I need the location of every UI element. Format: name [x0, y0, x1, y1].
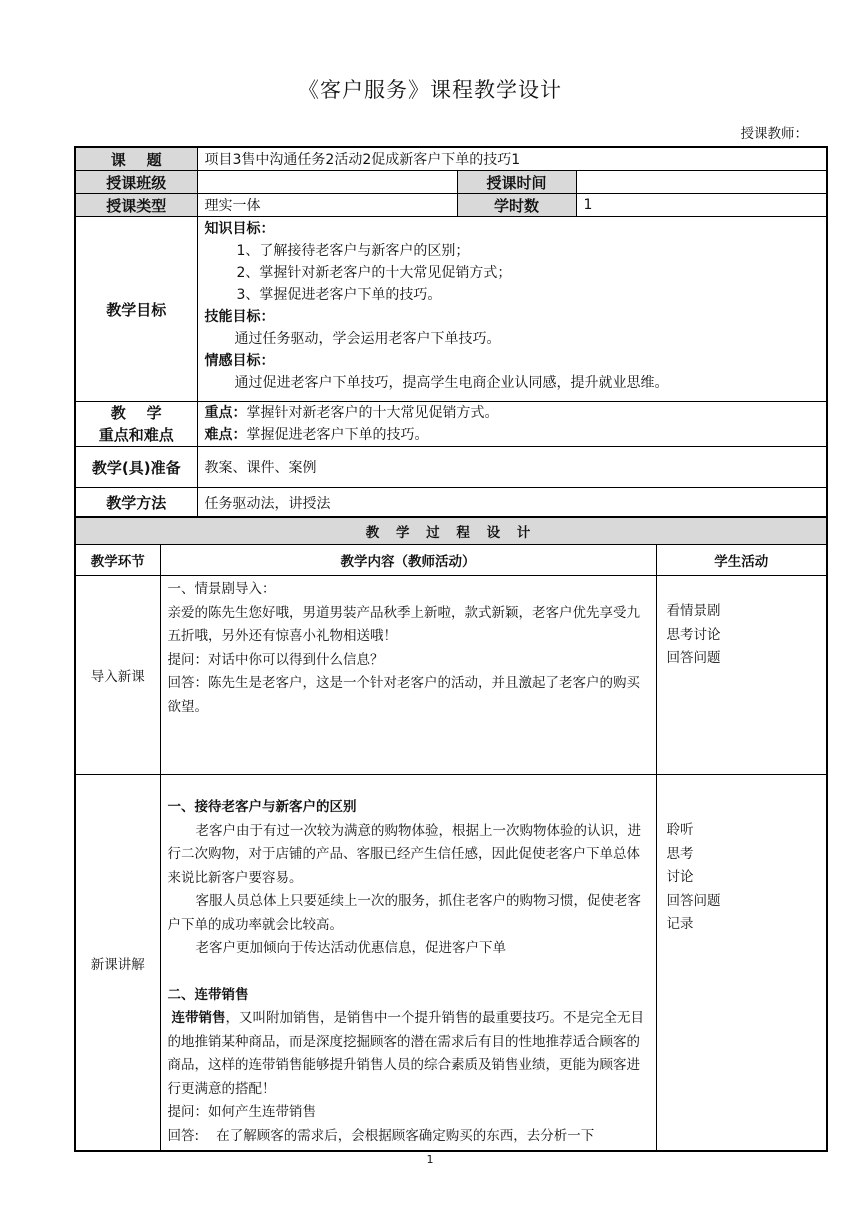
key-points-cell — [197, 402, 827, 447]
difficult-point-title: 难点： — [204, 427, 247, 443]
knowledge-item: 3、掌握促进老客户下单的技巧。 — [236, 287, 442, 303]
col-header-stage: 教学环节 — [75, 545, 160, 576]
activity-item: 看情景剧 — [666, 603, 721, 619]
class-value — [197, 171, 457, 194]
document-title: 《客户服务》课程教学设计 — [298, 78, 562, 102]
key-point-text: 掌握针对新老客户的十大常见促销方式。 — [246, 405, 499, 421]
skill-text: 通过任务驱动，学会运用老客户下单技巧。 — [234, 331, 501, 347]
key-points-label — [75, 402, 197, 447]
col-header-student: 学生活动 — [656, 545, 827, 576]
prep-value: 教案、课件、案例 — [197, 447, 827, 488]
activity-item: 聆听 — [666, 822, 694, 838]
prep-label: 教学(具)准备 — [75, 447, 197, 488]
difficult-point-text: 掌握促进老客户下单的技巧。 — [246, 427, 429, 443]
content-line: 一、情景剧导入： — [167, 581, 276, 597]
col-header-content: 教学内容（教师活动） — [160, 545, 656, 576]
student-activity-cell — [656, 775, 827, 1152]
content-cell — [160, 775, 656, 1152]
stage-cell: 导入新课 — [75, 576, 160, 775]
goals-cell — [197, 217, 827, 402]
hours-value: 1 — [576, 194, 827, 217]
stage-cell: 新课讲解 — [75, 775, 160, 1152]
content-line: 回答：陈先生是老客户，这是一个针对老客户的活动，并且激起了老客户的购买欲望。 — [167, 675, 640, 715]
emotion-title: 情感目标： — [204, 353, 275, 369]
key-points-label-line: 教 学 — [110, 404, 162, 422]
emotion-text: 通过促进老客户下单技巧，提高学生电商企业认同感，提升就业思维。 — [234, 375, 669, 391]
knowledge-item: 1、了解接待老客户与新客户的区别； — [236, 243, 470, 259]
term-text: ，又叫附加销售，是销售中一个提升销售的最重要技巧。不是完全无目的地推销某种商品，而是深度挖掘顾客的潜在需求后有目的性地推荐适合顾客的商品，这样的连带销售能够提升销售人员的综合素质及销售业绩，更能为顾客进行更满意的搭配！ — [167, 1010, 644, 1097]
teacher-label: 授课教师： — [740, 126, 808, 142]
question-line: 提问：如何产生连带销售 — [167, 1104, 316, 1120]
knowledge-item: 2、掌握针对新老客户的十大常见促销方式； — [236, 265, 512, 281]
activity-item: 回答问题 — [666, 892, 721, 909]
course-info-table — [74, 146, 828, 519]
time-label: 授课时间 — [457, 171, 576, 194]
topic-label: 课 题 — [75, 147, 197, 171]
activity-item: 回答问题 — [666, 650, 721, 666]
process-title: 教 学 过 程 设 计 — [75, 517, 827, 545]
content-line: 提问：对话中你可以得到什么信息？ — [167, 651, 384, 668]
process-table — [74, 516, 828, 1152]
activity-item: 讨论 — [666, 869, 694, 885]
content-line: 亲爱的陈先生您好哦，男道男装产品秋季上新啦，款式新颖，老客户优先享受九五折哦，另外还有惊喜小礼物相送哦！ — [167, 604, 640, 644]
content-cell — [160, 576, 656, 775]
content-paragraph: 客服人员总体上只要延续上一次的服务，抓住老客户的购物习惯，促使老客户下单的成功率就会比较高。 — [167, 893, 641, 933]
method-value: 任务驱动法，讲授法 — [197, 488, 827, 519]
skill-title: 技能目标： — [204, 309, 275, 325]
content-paragraph — [168, 1007, 649, 1101]
term-bold: 连带销售 — [171, 1010, 226, 1026]
activity-item: 思考讨论 — [666, 626, 721, 643]
page-number: 1 — [426, 1153, 434, 1166]
time-value — [576, 171, 827, 194]
section-title: 二、连带销售 — [167, 986, 249, 1003]
activity-item: 思考 — [666, 845, 694, 862]
type-label: 授课类型 — [75, 194, 197, 217]
method-label: 教学方法 — [75, 488, 197, 519]
activity-item: 记录 — [666, 916, 694, 932]
class-label: 授课班级 — [75, 171, 197, 194]
answer-line: 回答: 在了解顾客的需求后，会根据顾客确定购买的东西，去分析一下 — [167, 1127, 595, 1144]
topic-value: 项目3售中沟通任务2活动2促成新客户下单的技巧1 — [197, 147, 827, 171]
knowledge-title: 知识目标： — [204, 221, 275, 237]
student-activity-cell — [656, 576, 827, 775]
content-paragraph: 老客户由于有过一次较为满意的购物体验，根据上一次购物体验的认识，进行二次购物，对于店铺的产品、客服已经产生信任感，因此促使老客户下单总体来说比新客户要容易。 — [167, 822, 641, 886]
content-paragraph: 老客户更加倾向于传达活动优惠信息，促进客户下单 — [195, 940, 506, 956]
type-value: 理实一体 — [197, 194, 457, 217]
hours-label: 学时数 — [457, 194, 576, 217]
key-points-label-line: 重点和难点 — [98, 426, 174, 444]
goals-label: 教学目标 — [75, 217, 197, 402]
section-title: 一、接待老客户与新客户的区别 — [167, 799, 357, 815]
key-point-title: 重点： — [204, 405, 247, 421]
